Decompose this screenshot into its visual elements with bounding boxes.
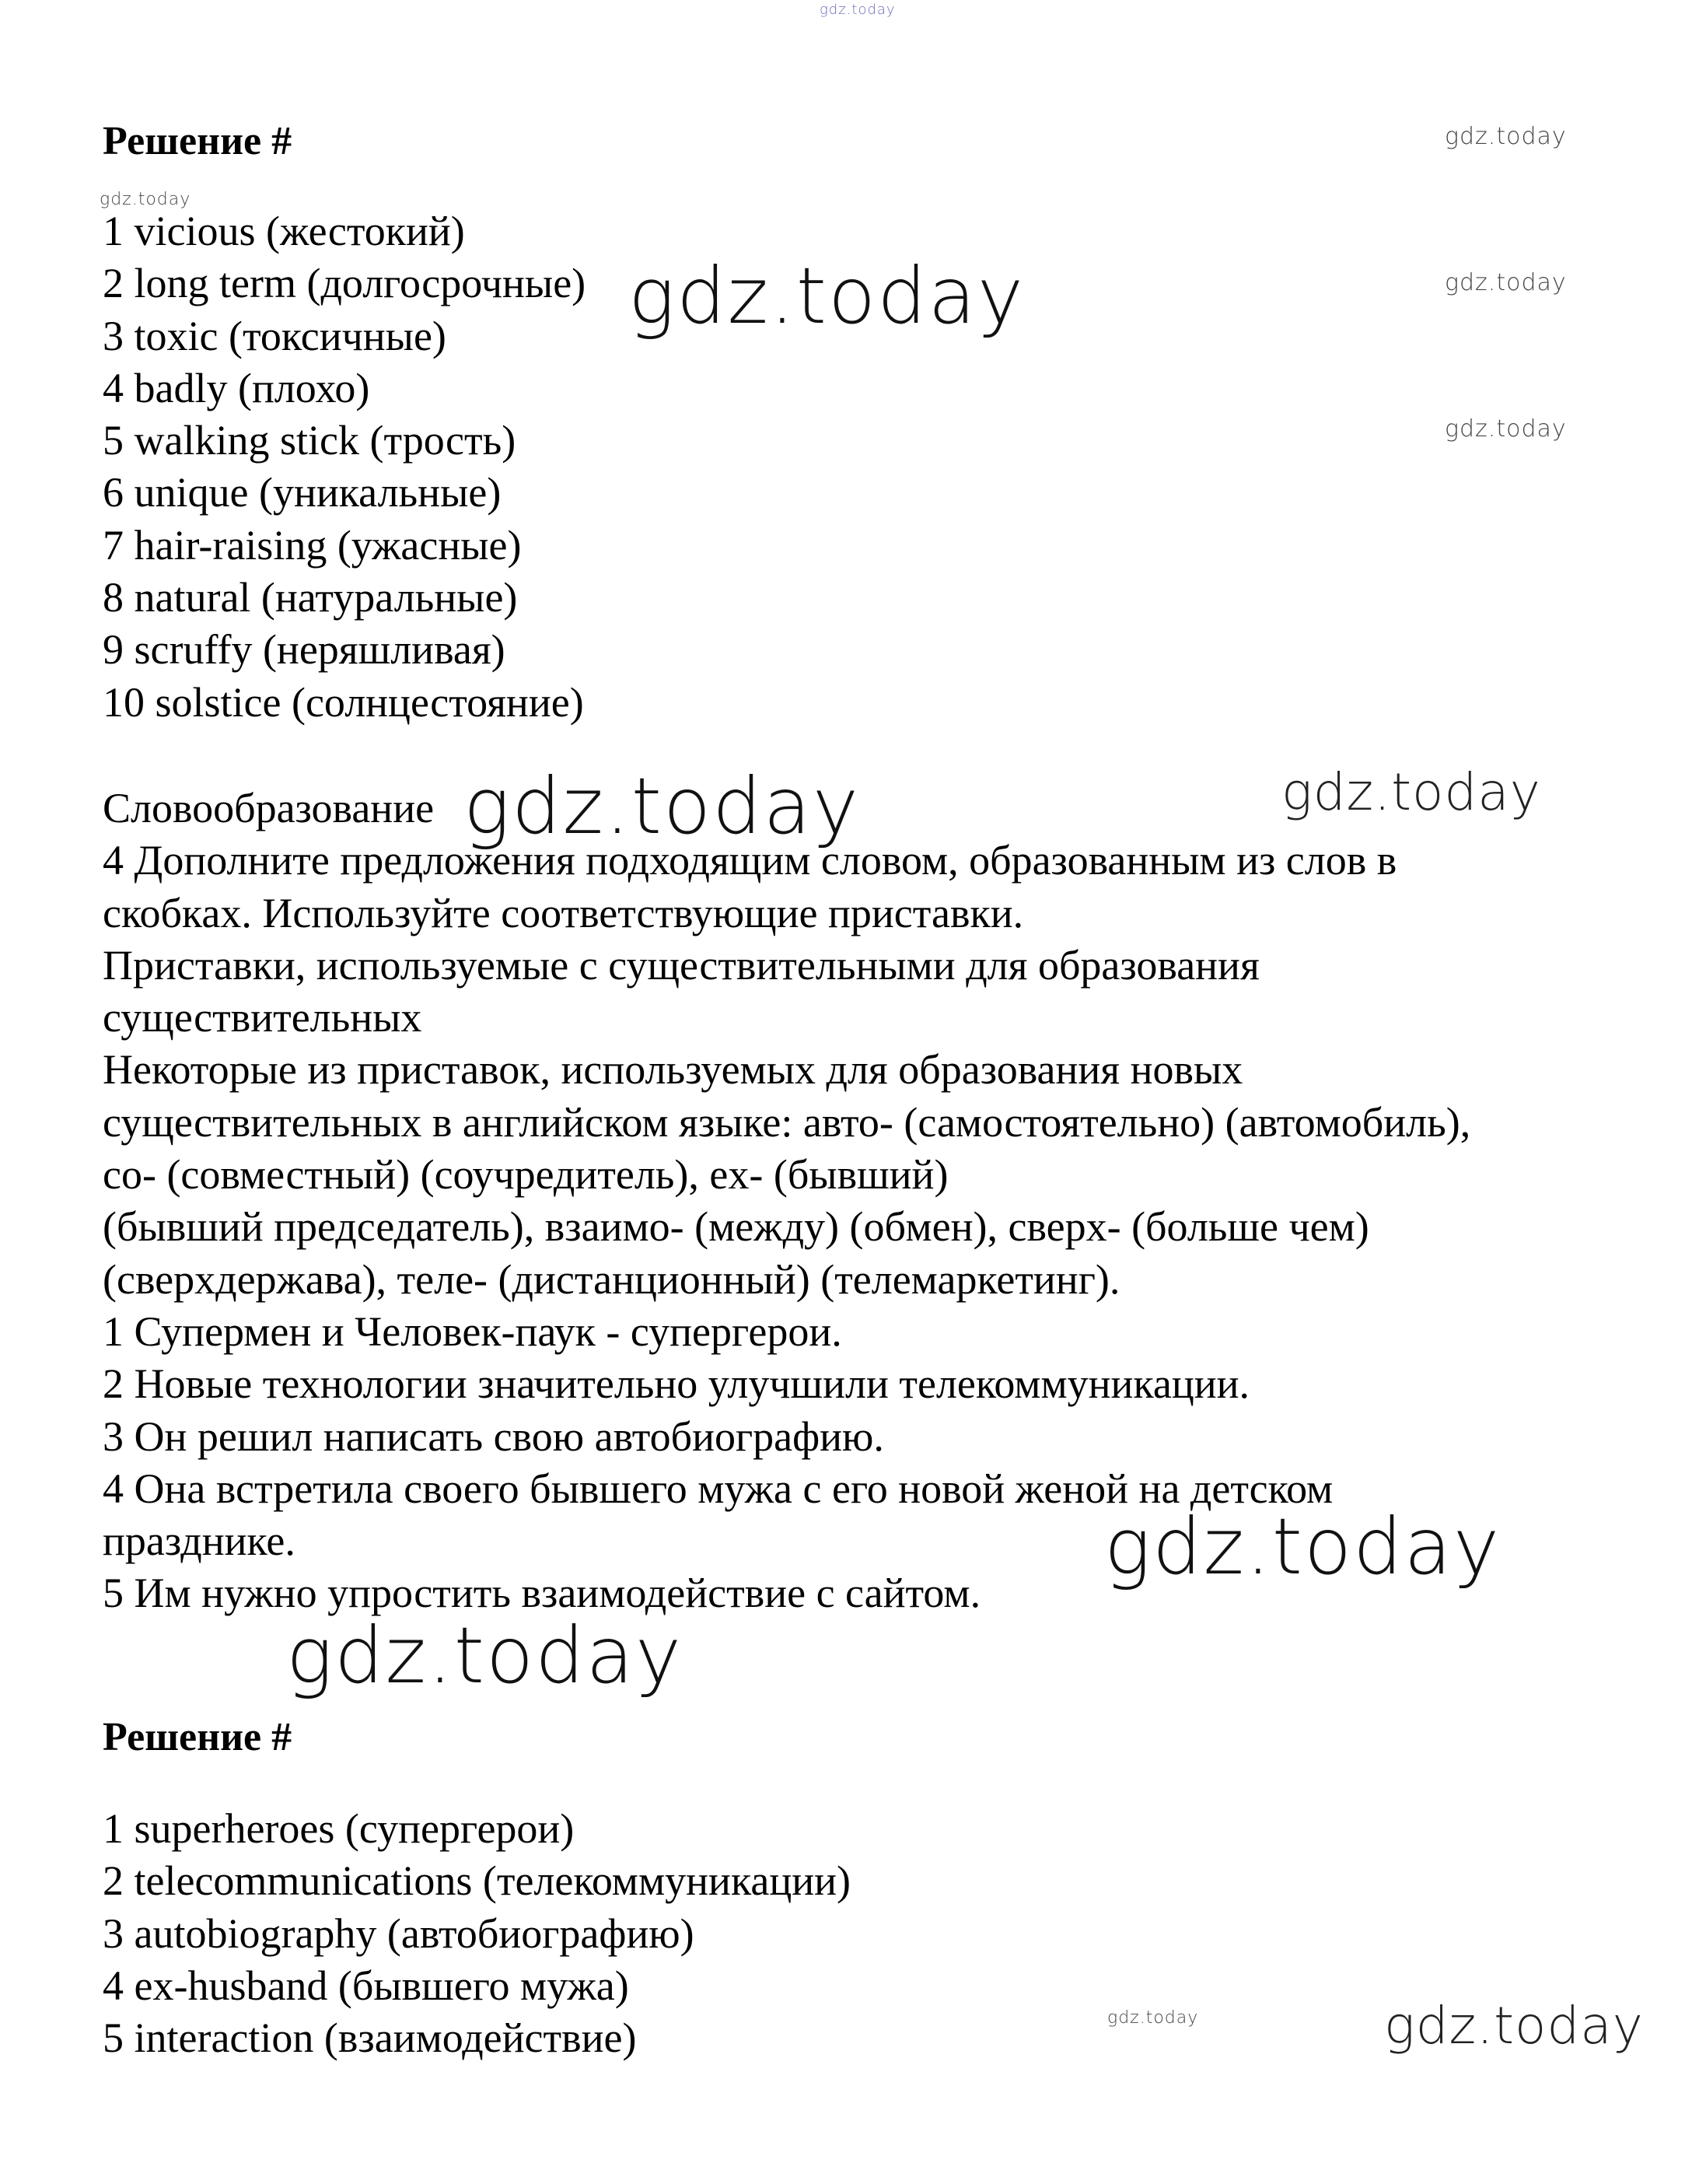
answer-item: 10 solstice (солнцестояние) <box>103 678 584 726</box>
watermark-large: gdz.today <box>286 1610 683 1701</box>
task-line: 3 Он решил написать свою автобиографию. <box>103 1412 884 1460</box>
task-line: со- (совместный) (соучредитель), ex- (бывший) <box>103 1151 949 1199</box>
answer-item: 1 vicious (жестокий) <box>103 208 465 254</box>
answer-item: 5 walking stick (трость) <box>103 417 516 464</box>
answer-item: 8 natural (натуральные) <box>103 574 518 621</box>
task-line: (бывший председатель), взаимо- (между) (обмен), сверх- (больше чем) <box>103 1203 1369 1251</box>
watermark-large: gdz.today <box>628 250 1026 341</box>
answer-item: 9 scruffy (неряшливая) <box>103 626 505 674</box>
task-line: скобках. Используйте соответствующие приставки. <box>103 889 1024 936</box>
watermark-small: gdz.today <box>1445 269 1567 296</box>
solution-heading: Решение # <box>103 1715 292 1759</box>
task-line: 4 Она встретила своего бывшего мужа с его новой женой на детском <box>103 1465 1334 1512</box>
task-line: 1 Супермен и Человек-паук - супергерои. <box>103 1307 842 1355</box>
answer-item: 2 long term (долгосрочные) <box>103 260 586 307</box>
watermark-small: gdz.today <box>100 190 191 209</box>
task-line: 5 Им нужно упростить взаимодействие с сайтом. <box>103 1570 981 1617</box>
task-line: Приставки, используемые с существительными для образования <box>103 941 1260 989</box>
answer-item: 2 telecommunications (телекоммуникации) <box>103 1857 851 1905</box>
task-line: празднике. <box>103 1517 295 1565</box>
task-line: существительных в английском языке: авто- (самостоятельно) (автомобиль), <box>103 1098 1471 1146</box>
solution-1-list <box>103 205 1627 729</box>
answer-item: 7 hair-raising (ужасные) <box>103 521 522 569</box>
watermark-small: gdz.today <box>1445 123 1567 150</box>
watermark-large: gdz.today <box>1104 1501 1501 1592</box>
answer-item: 4 badly (плохо) <box>103 364 370 411</box>
watermark-medium: gdz.today <box>1384 1996 1644 2056</box>
task-line: 2 Новые технологии значительно улучшили телекоммуникации. <box>103 1360 1250 1408</box>
answer-item: 3 autobiography (автобиографию) <box>103 1909 694 1957</box>
watermark-large: gdz.today <box>463 761 861 852</box>
section-title: Словообразование <box>103 785 435 831</box>
watermark-medium: gdz.today <box>1281 762 1541 822</box>
watermark-small: gdz.today <box>1107 2008 1199 2028</box>
solution-2-list <box>103 1803 1627 2064</box>
task-line: 4 Дополните предложения подходящим словом, образованным из слов в <box>103 837 1397 884</box>
solution-heading: Решение # <box>103 119 292 163</box>
watermark-small: gdz.today <box>1445 415 1567 443</box>
task-line: существительных <box>103 994 422 1041</box>
answer-item: 4 ex-husband (бывшего мужа) <box>103 1962 629 2009</box>
task-section <box>103 782 1627 1620</box>
answer-item: 6 unique (уникальные) <box>103 469 502 516</box>
answer-item: 5 interaction (взаимодействие) <box>103 2014 637 2062</box>
task-line: (сверхдержава), теле- (дистанционный) (телемаркетинг). <box>103 1255 1120 1303</box>
watermark-top: gdz.today <box>820 2 896 18</box>
answer-item: 1 superheroes (супергерои) <box>103 1805 575 1852</box>
task-line: Некоторые из приставок, используемых для образования новых <box>103 1046 1243 1094</box>
answer-item: 3 toxic (токсичные) <box>103 312 446 359</box>
